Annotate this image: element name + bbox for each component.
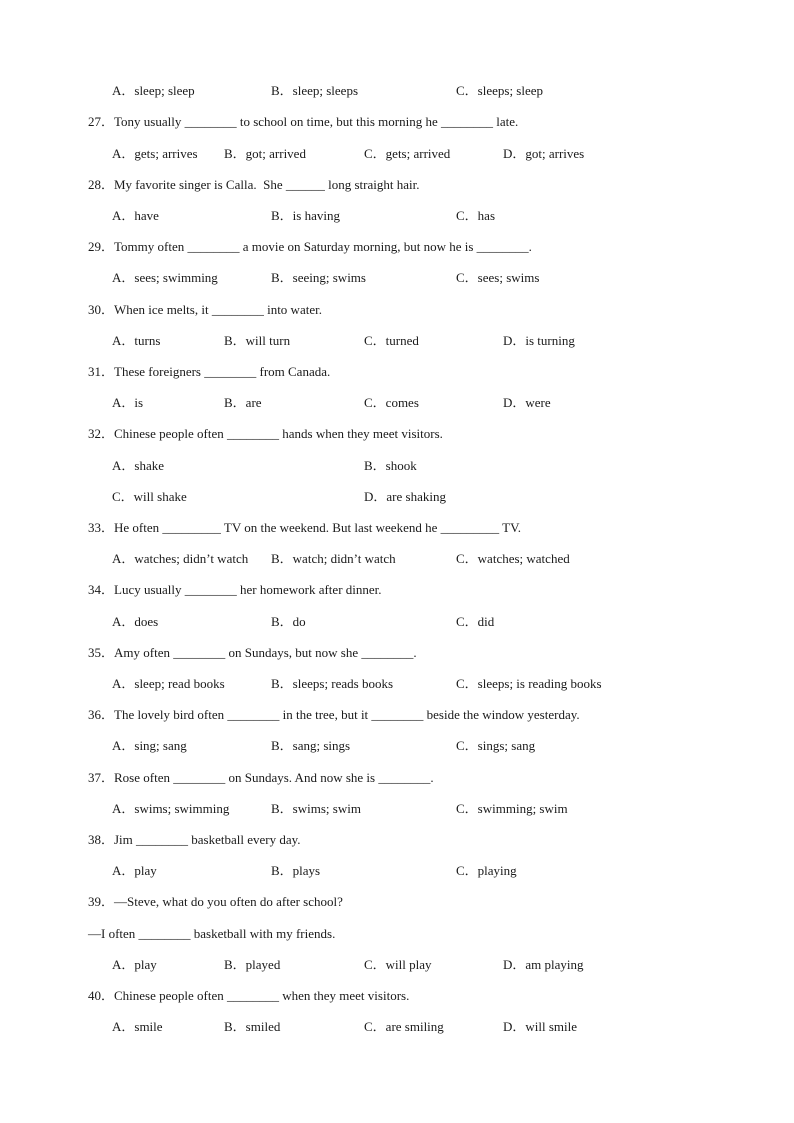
q35-option-c[interactable]: C．sleeps; is reading books [456,676,602,691]
q28-option-b[interactable]: B．is having [271,208,340,223]
q30-option-a[interactable]: A．turns [112,333,161,348]
question-39-response: —I often ________ basketball with my friends. [88,926,336,941]
q40-option-d[interactable]: D．will smile [503,1019,578,1034]
q31-option-b[interactable]: B．are [224,395,262,410]
q35-option-b[interactable]: B．sleeps; reads books [271,676,394,691]
question-34-stem: 34．Lucy usually ________ her homework after dinner. [88,582,382,597]
q32-option-d[interactable]: D．are shaking [364,489,446,504]
q34-option-b[interactable]: B．do [271,614,306,629]
question-40-stem: 40．Chinese people often ________ when they meet visitors. [88,988,410,1003]
q40-option-a[interactable]: A．smile [112,1019,163,1034]
q29-option-c[interactable]: C．sees; swims [456,270,540,285]
q29-option-a[interactable]: A．sees; swimming [112,270,218,285]
q36-option-c[interactable]: C．sings; sang [456,738,536,753]
q26-option-c[interactable]: C．sleeps; sleep [456,83,544,98]
q39-option-c[interactable]: C．will play [364,957,432,972]
q37-option-c[interactable]: C．swimming; swim [456,801,568,816]
q31-option-a[interactable]: A．is [112,395,144,410]
q27-option-c[interactable]: C．gets; arrived [364,146,451,161]
q27-option-d[interactable]: D．got; arrives [503,146,585,161]
q40-option-c[interactable]: C．are smiling [364,1019,444,1034]
q32-option-a[interactable]: A．shake [112,458,164,473]
q33-option-b[interactable]: B．watch; didn’t watch [271,551,396,566]
q26-option-a[interactable]: A．sleep; sleep [112,83,195,98]
q28-option-a[interactable]: A．have [112,208,159,223]
question-28-stem: 28．My favorite singer is Calla. She ______ long straight hair. [88,177,420,192]
q28-option-c[interactable]: C．has [456,208,496,223]
q32-option-b[interactable]: B．shook [364,458,417,473]
q30-option-b[interactable]: B．will turn [224,333,291,348]
question-27-stem: 27．Tony usually ________ to school on time, but this morning he ________ late. [88,114,519,129]
question-30-stem: 30．When ice melts, it ________ into water. [88,302,322,317]
q34-option-a[interactable]: A．does [112,614,159,629]
question-35-stem: 35．Amy often ________ on Sundays, but now she ________. [88,645,417,660]
q27-option-a[interactable]: A．gets; arrives [112,146,198,161]
q30-option-c[interactable]: C．turned [364,333,419,348]
q39-option-b[interactable]: B．played [224,957,281,972]
q38-option-b[interactable]: B．plays [271,863,321,878]
q34-option-c[interactable]: C．did [456,614,495,629]
q26-option-b[interactable]: B．sleep; sleeps [271,83,359,98]
q29-option-b[interactable]: B．seeing; swims [271,270,366,285]
q36-option-a[interactable]: A．sing; sang [112,738,187,753]
q35-option-a[interactable]: A．sleep; read books [112,676,225,691]
q36-option-b[interactable]: B．sang; sings [271,738,351,753]
question-36-stem: 36．The lovely bird often ________ in the tree, but it ________ beside the window yesterday. [88,707,580,722]
q37-option-a[interactable]: A．swims; swimming [112,801,230,816]
q38-option-a[interactable]: A．play [112,863,157,878]
question-37-stem: 37．Rose often ________ on Sundays. And now she is ________. [88,770,434,785]
question-38-stem: 38．Jim ________ basketball every day. [88,832,301,847]
q37-option-b[interactable]: B．swims; swim [271,801,361,816]
q33-option-a[interactable]: A．watches; didn’t watch [112,551,249,566]
q40-option-b[interactable]: B．smiled [224,1019,281,1034]
q30-option-d[interactable]: D．is turning [503,333,575,348]
q27-option-b[interactable]: B．got; arrived [224,146,306,161]
question-33-stem: 33．He often _________ TV on the weekend. But last weekend he _________ TV. [88,520,522,535]
question-39-stem: 39．—Steve, what do you often do after school? [88,894,343,909]
q39-option-a[interactable]: A．play [112,957,157,972]
q31-option-c[interactable]: C．comes [364,395,419,410]
question-31-stem: 31．These foreigners ________ from Canada. [88,364,331,379]
q33-option-c[interactable]: C．watches; watched [456,551,570,566]
question-32-stem: 32．Chinese people often ________ hands when they meet visitors. [88,426,443,441]
question-29-stem: 29．Tommy often ________ a movie on Saturday morning, but now he is ________. [88,239,532,254]
q38-option-c[interactable]: C．playing [456,863,517,878]
q39-option-d[interactable]: D．am playing [503,957,584,972]
q31-option-d[interactable]: D．were [503,395,551,410]
q32-option-c[interactable]: C．will shake [112,489,187,504]
